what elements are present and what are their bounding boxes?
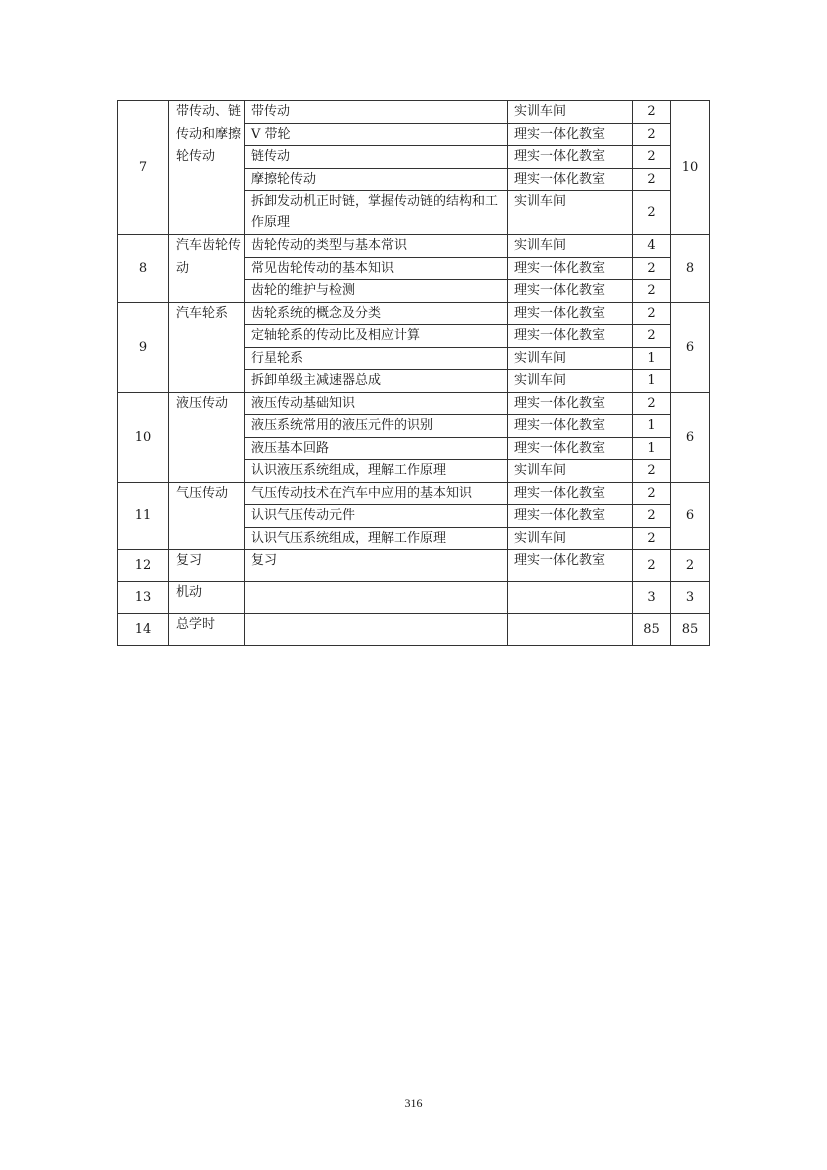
content-cell: 链传动: [245, 146, 508, 169]
unit-topic: 气压传动: [169, 482, 245, 550]
hours-cell: 2: [633, 101, 671, 124]
location-cell: 理实一体化教室: [508, 415, 633, 438]
location-cell: 实训车间: [508, 191, 633, 235]
location-cell: 实训车间: [508, 370, 633, 393]
location-cell: 实训车间: [508, 101, 633, 124]
location-cell: 理实一体化教室: [508, 437, 633, 460]
hours-cell: 2: [633, 191, 671, 235]
location-cell: 实训车间: [508, 235, 633, 258]
hours-cell: 4: [633, 235, 671, 258]
hours-cell: 2: [633, 146, 671, 169]
page-number: 316: [404, 1096, 423, 1110]
hours-cell: 2: [633, 168, 671, 191]
location-cell: [508, 582, 633, 614]
hours-cell: 1: [633, 437, 671, 460]
hours-cell: 2: [633, 325, 671, 348]
unit-total-hours: 3: [671, 582, 710, 614]
location-cell: 理实一体化教室: [508, 325, 633, 348]
unit-total-hours: 10: [671, 101, 710, 235]
table-row: [118, 482, 710, 505]
unit-number: 13: [118, 582, 169, 614]
content-cell: 认识气压系统组成，理解工作原理: [245, 527, 508, 550]
content-cell: 齿轮系统的概念及分类: [245, 302, 508, 325]
unit-topic: 液压传动: [169, 392, 245, 482]
content-cell: 行星轮系: [245, 347, 508, 370]
content-cell: 定轴轮系的传动比及相应计算: [245, 325, 508, 348]
content-cell: 齿轮传动的类型与基本常识: [245, 235, 508, 258]
hours-cell: 2: [633, 123, 671, 146]
unit-number: 8: [118, 235, 169, 303]
unit-total-hours: 2: [671, 550, 710, 582]
hours-cell: 2: [633, 550, 671, 582]
location-cell: 理实一体化教室: [508, 505, 633, 528]
content-cell: [245, 582, 508, 614]
location-cell: 理实一体化教室: [508, 482, 633, 505]
content-cell: V 带轮: [245, 123, 508, 146]
unit-total-hours: 6: [671, 482, 710, 550]
unit-topic: 汽车轮系: [169, 302, 245, 392]
unit-total-hours: 85: [671, 614, 710, 646]
content-cell: 摩擦轮传动: [245, 168, 508, 191]
unit-number: 12: [118, 550, 169, 582]
unit-number: 7: [118, 101, 169, 235]
hours-cell: 2: [633, 505, 671, 528]
content-cell: 拆卸单级主减速器总成: [245, 370, 508, 393]
unit-number: 10: [118, 392, 169, 482]
content-cell: 复习: [245, 550, 508, 582]
content-cell: 拆卸发动机正时链，掌握传动链的结构和工作原理: [245, 191, 508, 235]
location-cell: 实训车间: [508, 460, 633, 483]
location-cell: 理实一体化教室: [508, 257, 633, 280]
hours-cell: 1: [633, 370, 671, 393]
hours-cell: 1: [633, 415, 671, 438]
table-row: [118, 550, 710, 582]
content-cell: 液压基本回路: [245, 437, 508, 460]
location-cell: 理实一体化教室: [508, 392, 633, 415]
table-row: [118, 302, 710, 325]
unit-total-hours: 6: [671, 392, 710, 482]
location-cell: 理实一体化教室: [508, 280, 633, 303]
location-cell: 理实一体化教室: [508, 550, 633, 582]
location-cell: 理实一体化教室: [508, 168, 633, 191]
hours-cell: 2: [633, 482, 671, 505]
unit-number: 9: [118, 302, 169, 392]
content-cell: 气压传动技术在汽车中应用的基本知识: [245, 482, 508, 505]
location-cell: 理实一体化教室: [508, 146, 633, 169]
content-cell: 液压传动基础知识: [245, 392, 508, 415]
content-cell: 认识液压系统组成，理解工作原理: [245, 460, 508, 483]
location-cell: [508, 614, 633, 646]
content-cell: [245, 614, 508, 646]
hours-cell: 2: [633, 302, 671, 325]
unit-topic: 机动: [169, 582, 245, 614]
table-row: [118, 101, 710, 124]
hours-cell: 2: [633, 392, 671, 415]
course-schedule-table: [117, 100, 710, 646]
hours-cell: 2: [633, 257, 671, 280]
hours-cell: 3: [633, 582, 671, 614]
table-row: [118, 392, 710, 415]
unit-topic: 总学时: [169, 614, 245, 646]
content-cell: 齿轮的维护与检测: [245, 280, 508, 303]
location-cell: 理实一体化教室: [508, 302, 633, 325]
table-row: [118, 582, 710, 614]
content-cell: 带传动: [245, 101, 508, 124]
unit-number: 11: [118, 482, 169, 550]
unit-total-hours: 6: [671, 302, 710, 392]
hours-cell: 2: [633, 527, 671, 550]
content-cell: 液压系统常用的液压元件的识别: [245, 415, 508, 438]
hours-cell: 2: [633, 460, 671, 483]
content-cell: 常见齿轮传动的基本知识: [245, 257, 508, 280]
location-cell: 实训车间: [508, 347, 633, 370]
hours-cell: 85: [633, 614, 671, 646]
unit-topic: 复习: [169, 550, 245, 582]
hours-cell: 2: [633, 280, 671, 303]
table-row: [118, 614, 710, 646]
content-cell: 认识气压传动元件: [245, 505, 508, 528]
unit-total-hours: 8: [671, 235, 710, 303]
location-cell: 实训车间: [508, 527, 633, 550]
hours-cell: 1: [633, 347, 671, 370]
unit-topic: 带传动、链传动和摩擦轮传动: [169, 101, 245, 235]
unit-topic: 汽车齿轮传动: [169, 235, 245, 303]
unit-number: 14: [118, 614, 169, 646]
table-row: [118, 235, 710, 258]
table-body: [118, 101, 710, 646]
location-cell: 理实一体化教室: [508, 123, 633, 146]
